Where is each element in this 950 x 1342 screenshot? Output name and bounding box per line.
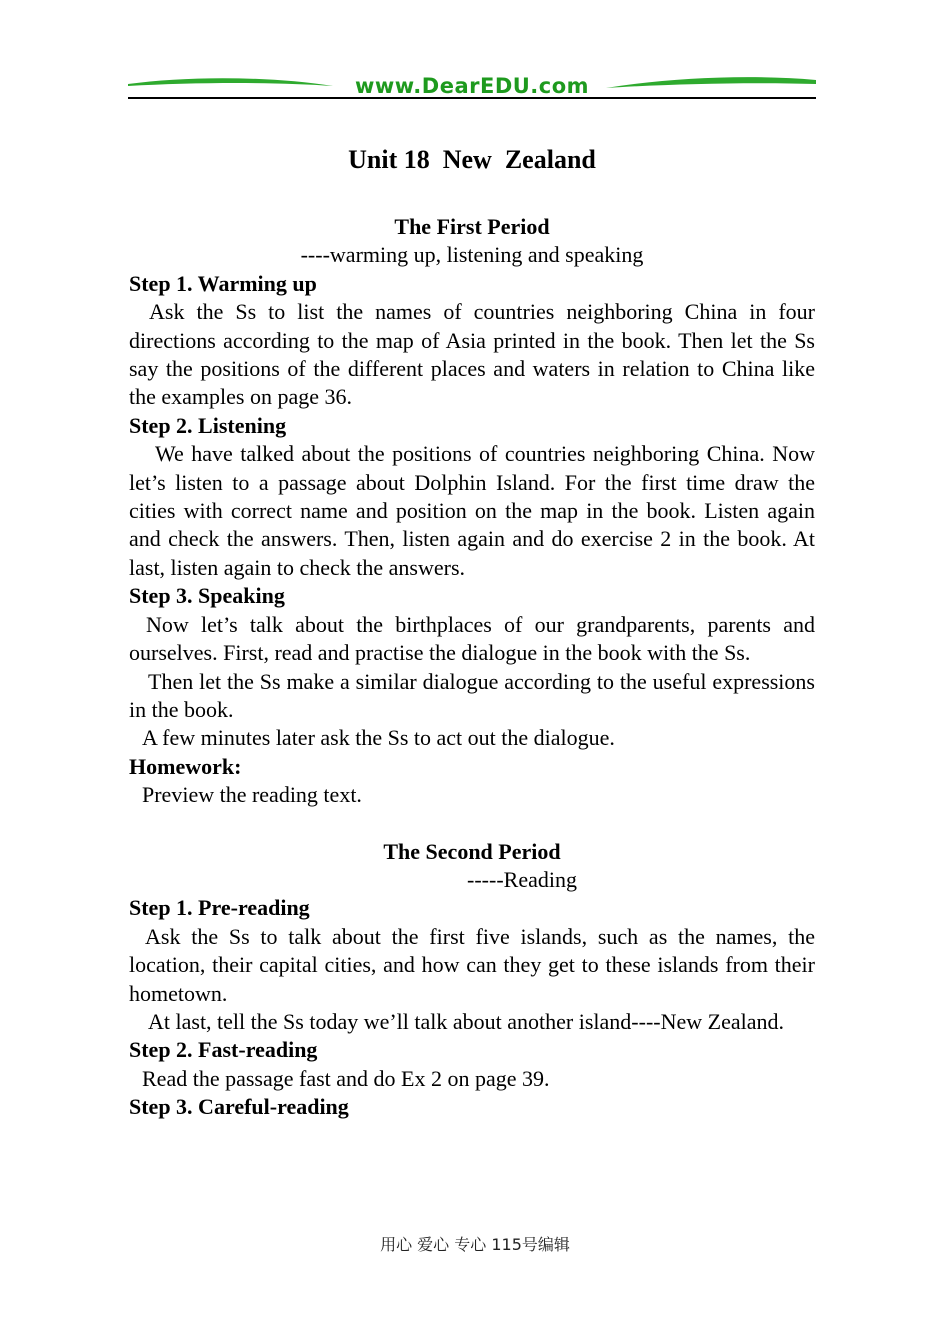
step-heading: Step 2. Fast-reading [129, 1037, 318, 1063]
site-logo-text: www.DearEDU.com [354, 74, 590, 98]
period-title: The First Period [394, 214, 550, 239]
step-heading: Step 3. Speaking [129, 583, 285, 609]
page-footer: 用心 爱心 专心 115号编辑 [380, 1235, 570, 1254]
paragraph: Then let the Ss make a similar dialogue according to the useful expressions in the book. [129, 668, 815, 722]
paragraph: Read the passage fast and do Ex 2 on page 39. [142, 1065, 550, 1091]
document-title: Unit 18 New Zealand [348, 145, 596, 174]
document-body [129, 143, 815, 1122]
period-subtitle: ----warming up, listening and speaking [300, 242, 644, 268]
paragraph: Ask the Ss to list the names of countries neighboring China in four directions according to the map of Asia printed in the book. Then let the Ss say the positions of the different places and waters in relation to China like the examples on page 36. [129, 299, 815, 410]
step-heading: Step 1. Pre-reading [129, 895, 310, 921]
step-heading: Step 3. Careful-reading [129, 1094, 349, 1120]
paragraph: Now let’s talk about the birthplaces of our grandparents, parents and ourselves. First, read and practise the dialogue in the book with the Ss. [129, 611, 815, 666]
period-subtitle: -----Reading [467, 866, 577, 892]
spacer [129, 810, 815, 838]
paragraph: Preview the reading text. [142, 782, 362, 808]
paragraph: At last, tell the Ss today we’ll talk about another island----New Zealand. [148, 1008, 784, 1034]
homework-heading: Homework: [129, 753, 242, 779]
paragraph: A few minutes later ask the Ss to act out the dialogue. [142, 725, 615, 751]
paragraph: We have talked about the positions of countries neighboring China. Now let’s listen to a passage about Dolphin Island. For the first time draw the cities with correct name and position on the map in the book. Listen again and check the answers. Then, listen again and do exercise 2 in the book. At last, listen again to check the answers. [129, 441, 815, 580]
step-heading: Step 2. Listening [129, 412, 287, 438]
header-rule [128, 97, 816, 99]
period-title: The Second Period [383, 838, 561, 864]
paragraph: Ask the Ss to talk about the first five islands, such as the names, the location, their capital cities, and how can they get to these islands from their hometown. [129, 923, 815, 1006]
step-heading: Step 1. Warming up [129, 270, 317, 296]
